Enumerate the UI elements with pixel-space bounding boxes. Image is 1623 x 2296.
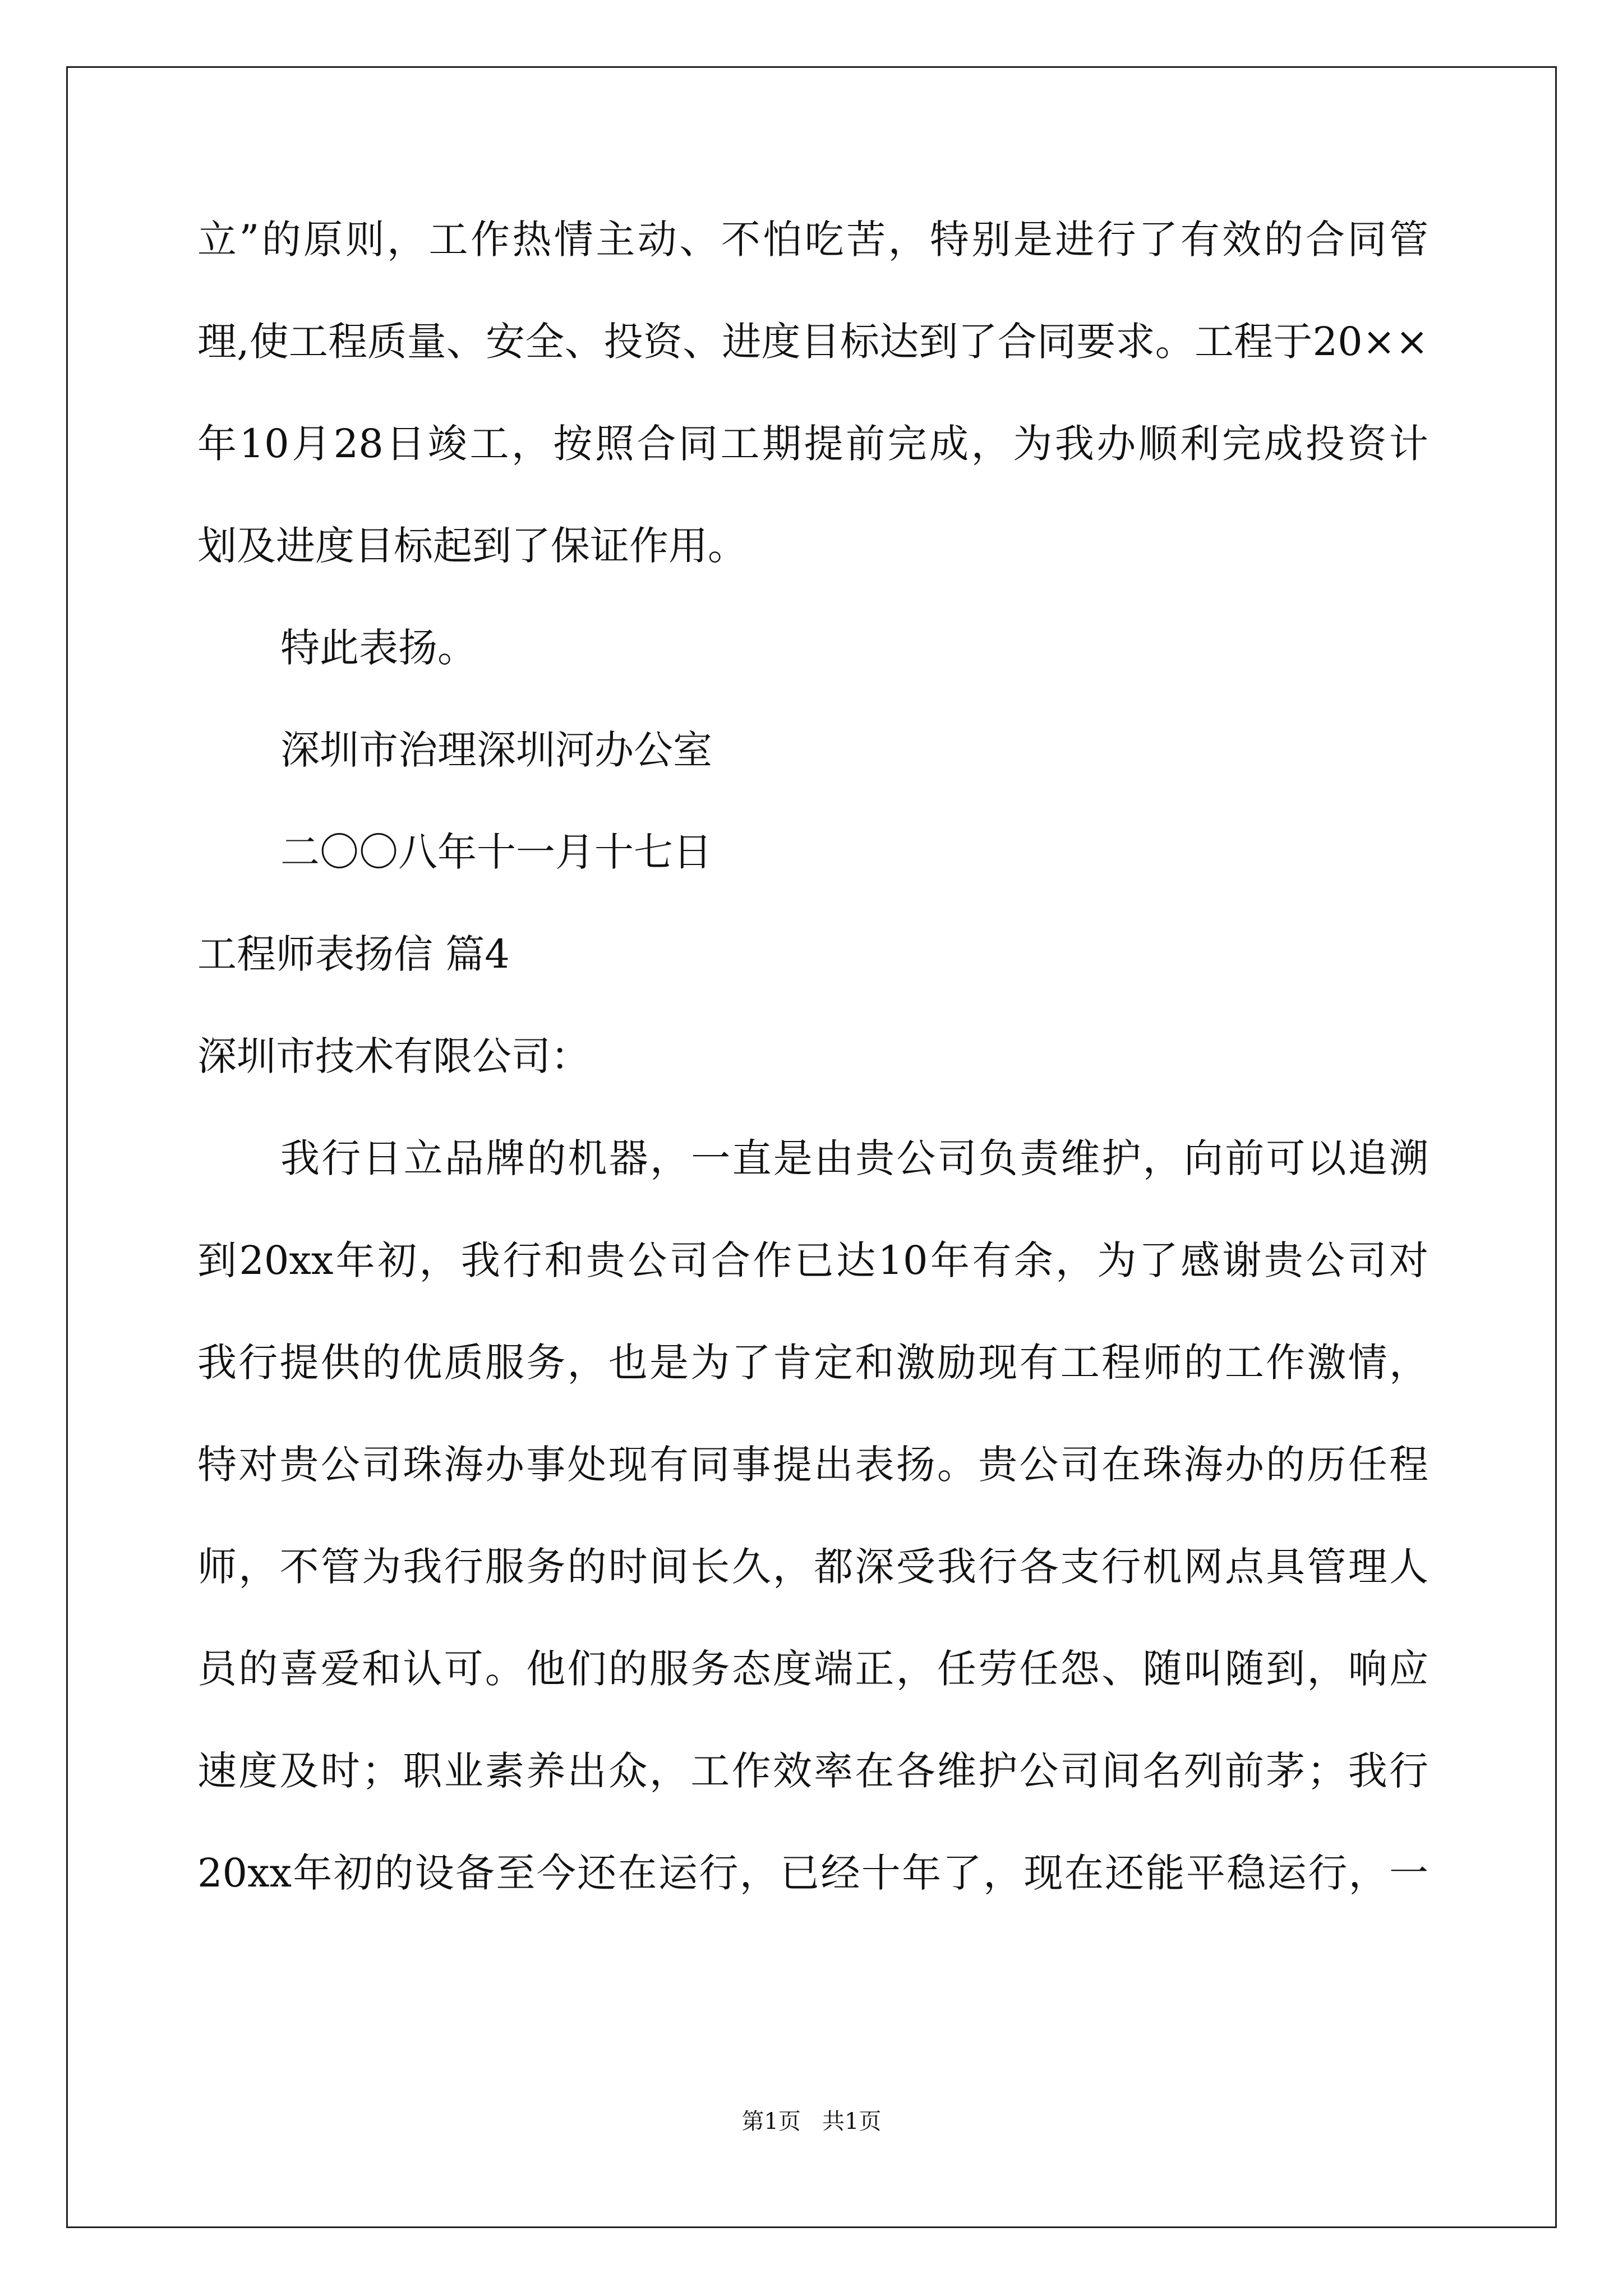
paragraph-line: 20xx年初的设备至今还在运行，已经十年了，现在还能平稳运行，一 [197, 1850, 1428, 1896]
closing-phrase: 特此表扬。 [280, 625, 477, 671]
signature-organization: 深圳市治理深圳河办公室 [280, 727, 712, 773]
paragraph-line: 理,使工程质量、安全、投资、进度目标达到了合同要求。工程于20×× [197, 319, 1428, 365]
page-number-footer: 第1页 共1页 [741, 2109, 882, 2134]
paragraph-line: 年10月28日竣工，按照合同工期提前完成，为我办顺利完成投资计 [197, 421, 1428, 467]
salutation: 深圳市技术有限公司： [197, 1033, 590, 1079]
paragraph-line: 我行日立品牌的机器，一直是由贵公司负责维护，向前可以追溯 [280, 1135, 1428, 1181]
paragraph-line: 员的喜爱和认可。他们的服务态度端正，任劳任怨、随叫随到，响应 [197, 1646, 1428, 1692]
document-body [197, 214, 1428, 1950]
paragraph-line: 速度及时；职业素养出众，工作效率在各维护公司间名列前茅；我行 [197, 1748, 1428, 1794]
signature-date: 二〇〇八年十一月十七日 [280, 829, 712, 875]
paragraph-line: 划及进度目标起到了保证作用。 [197, 523, 747, 569]
paragraph-line: 到20xx年初，我行和贵公司合作已达10年有余，为了感谢贵公司对 [197, 1237, 1428, 1283]
section-heading: 工程师表扬信 篇4 [197, 931, 510, 977]
paragraph-line: 特对贵公司珠海办事处现有同事提出表扬。贵公司在珠海办的历任程 [197, 1442, 1428, 1488]
paragraph-line: 我行提供的优质服务，也是为了肯定和激励现有工程师的工作激情， [197, 1340, 1428, 1386]
paragraph-line: 立”的原则，工作热情主动、不怕吃苦，特别是进行了有效的合同管 [197, 217, 1428, 263]
paragraph-line: 师，不管为我行服务的时间长久，都深受我行各支行机网点具管理人 [197, 1544, 1428, 1590]
